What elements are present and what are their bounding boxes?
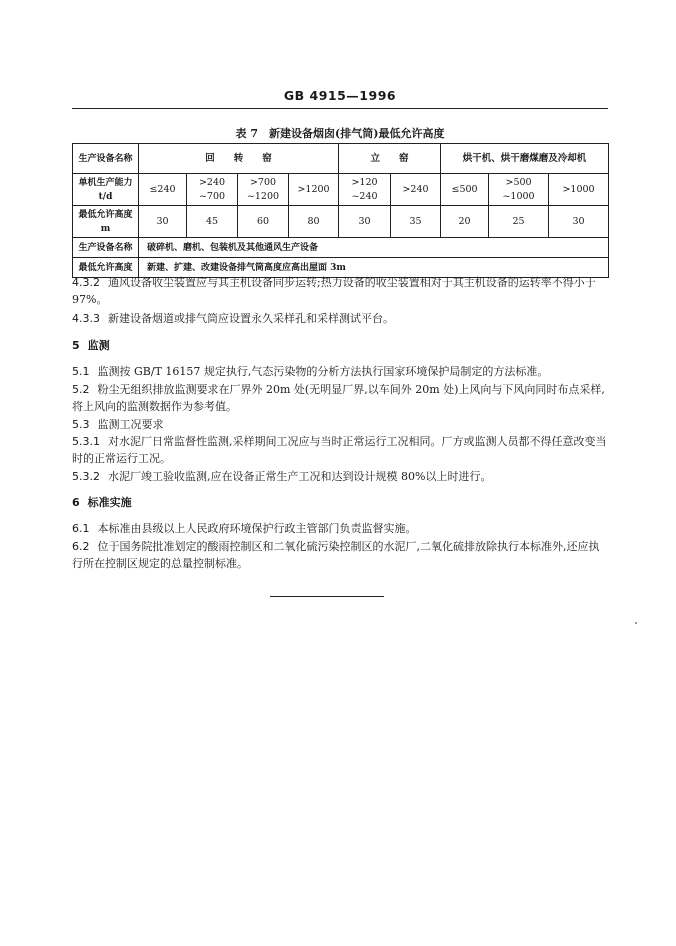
rotary-kiln-group: 回 转 窑: [139, 144, 339, 174]
header-rule: [72, 108, 608, 109]
equipment-name-label: 生产设备名称: [73, 144, 139, 174]
height-cell: 30: [549, 206, 609, 238]
chimney-height-table: [72, 143, 609, 278]
vertical-kiln-group: 立 窑: [339, 144, 441, 174]
capacity-cell: >1200: [289, 174, 339, 206]
clause-5-2: 5.2 粉尘无组织排放监测要求在厂界外 20m 处(无明显厂界,以车间外 20m 处)上风向与下风向同时布点采样,将上风向的监测数据作为参考值。: [72, 383, 605, 413]
end-rule: [270, 596, 384, 597]
clause-5-3-1: 5.3.1 对水泥厂日常监督性监测,采样期间工况应与当时正常运行工况相同。厂方或监测人员都不得任意改变当时的正常运行工况。: [72, 435, 607, 465]
capacity-cell: >240 ~700: [187, 174, 238, 206]
height-row: [73, 206, 609, 238]
height-cell: 60: [238, 206, 289, 238]
capacity-cell: >700 ~1200: [238, 174, 289, 206]
capacity-label: 单机生产能力t/d: [73, 174, 139, 206]
clause-4-3-3: 4.3.3 新建设备烟道或排气筒应设置永久采样孔和采样测试平台。: [72, 312, 394, 325]
section-5-heading: 5 监测: [72, 339, 110, 352]
table-header-row: [73, 144, 609, 174]
capacity-cell: >120 ~240: [339, 174, 391, 206]
capacity-cell: >1000: [549, 174, 609, 206]
height-cell: 20: [441, 206, 489, 238]
other-equipment-label: 生产设备名称: [73, 238, 139, 258]
height-label: 最低允许高度m: [73, 206, 139, 238]
clause-4-3-2: 4.3.2 通风设备收尘装置应与其主机设备同步运转;热力设备的收尘装置相对于其主机设备的运转率不得小于 97%。: [72, 276, 596, 306]
capacity-cell: ≤240: [139, 174, 187, 206]
height-cell: 30: [339, 206, 391, 238]
section-6-heading: 6 标准实施: [72, 496, 132, 509]
height-cell: 80: [289, 206, 339, 238]
capacity-row: [73, 174, 609, 206]
table-title: 表 7 新建设备烟囱(排气筒)最低允许高度: [235, 127, 445, 140]
scan-speck: [635, 622, 637, 624]
clause-5-1: 5.1 监测按 GB/T 16157 规定执行,气态污染物的分析方法执行国家环境保护局制定的方法标准。: [72, 365, 549, 378]
height-cell: 35: [391, 206, 441, 238]
height-cell: 30: [139, 206, 187, 238]
other-height-label: 最低允许高度: [73, 258, 139, 278]
other-height-value: 新建、扩建、改建设备排气筒高度应高出屋面 3m: [139, 258, 609, 278]
capacity-cell: >240: [391, 174, 441, 206]
other-equipment-row: [73, 238, 609, 258]
other-equipment-value: 破碎机、磨机、包装机及其他通风生产设备: [139, 238, 609, 258]
capacity-cell: >500 ~1000: [489, 174, 549, 206]
height-cell: 25: [489, 206, 549, 238]
dryer-group: 烘干机、烘干磨煤磨及冷却机: [441, 144, 609, 174]
clause-6-2: 6.2 位于国务院批准划定的酸雨控制区和二氧化硫污染控制区的水泥厂,二氧化硫排放除执行本标准外,还应执行所在控制区规定的总量控制标准。: [72, 540, 600, 570]
clause-5-3: 5.3 监测工况要求: [72, 418, 164, 431]
capacity-cell: ≤500: [441, 174, 489, 206]
height-cell: 45: [187, 206, 238, 238]
clause-5-3-2: 5.3.2 水泥厂竣工验收监测,应在设备正常生产工况和达到设计规模 80%以上时进行。: [72, 470, 492, 483]
clause-6-1: 6.1 本标准由县级以上人民政府环境保护行政主管部门负责监督实施。: [72, 522, 417, 535]
document-header: GB 4915—1996: [283, 88, 397, 103]
